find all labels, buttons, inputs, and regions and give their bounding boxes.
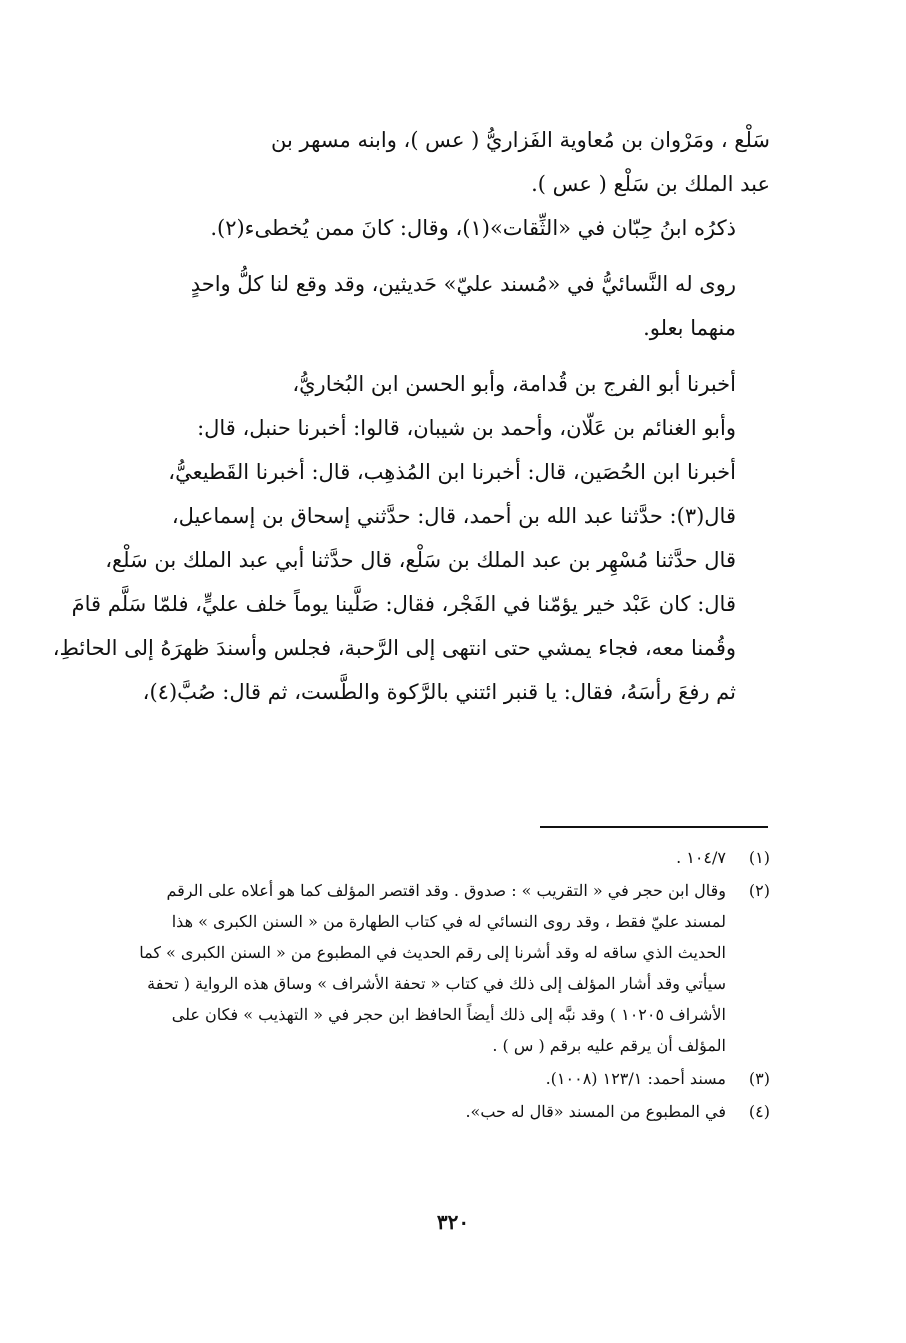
footnotes — [66, 842, 770, 1127]
footnote-line: المؤلف أن يرقم عليه برقم ( س ) . — [492, 1036, 726, 1055]
footnote-number: (٤) — [748, 1102, 770, 1121]
text-line: منهما بعلو. — [643, 316, 736, 340]
footnote-line: سيأتي وقد أشار المؤلف إلى ذلك في كتاب « تحفة الأشراف » وساق هذه الرواية ( تحفة — [147, 974, 726, 993]
text-line: وقُمنا معه، فجاء يمشي حتى انتهى إلى الرَّحبة، فجلس وأسندَ ظهرَهُ إلى الحائطِ، — [52, 636, 736, 660]
text-line: ثم رفعَ رأسَهُ، فقال: يا قنبر ائتني بالرَّكوة والطَّست، ثم قال: صُبَّ(٤)، — [142, 680, 736, 704]
footnote-line: وقال ابن حجر في « التقريب » : صدوق . وقد اقتصر المؤلف كما هو أعلاه على الرقم — [166, 881, 726, 900]
footnote-2 — [66, 875, 770, 1061]
page-number: ٣٢٠ — [436, 1210, 470, 1234]
footnote-separator — [540, 826, 768, 828]
text-line: أخبرنا أبو الفرج بن قُدامة، وأبو الحسن ابن البُخاريُّ، — [292, 372, 736, 396]
paragraph-nasai — [70, 262, 770, 350]
main-text — [52, 118, 770, 714]
text-line: روى له النَّسائيُّ في «مُسند عليّ» حَديثين، وقد وقع لنا كلُّ واحدٍ — [190, 272, 736, 296]
footnote-number: (٢) — [748, 881, 770, 900]
footnote-line: لمسند عليّ فقط ، وقد روى النسائي له في كتاب الطهارة من « السنن الكبرى » هذا — [171, 912, 726, 931]
text-line: قال(٣): حدَّثنا عبد الله بن أحمد، قال: حدَّثني إسحاق بن إسماعيل، — [171, 504, 736, 528]
footnote-number: (٣) — [748, 1069, 770, 1088]
footnote-text — [66, 842, 726, 873]
footnote-text — [66, 875, 726, 1061]
footnote-text — [66, 1063, 726, 1094]
footnote-4 — [66, 1096, 770, 1127]
text-line: أخبرنا ابن الحُصَين، قال: أخبرنا ابن المُذهِب، قال: أخبرنا القَطيعيُّ، — [168, 460, 736, 484]
footnote-number: (١) — [748, 848, 770, 867]
footnote-line: الأشراف ١٠٢٠٥ ) وقد نبَّه إلى ذلك أيضاً الحافظ ابن حجر في « التهذيب » فكان على — [171, 1005, 726, 1024]
text-line: سَلْع ، ومَرْوان بن مُعاوية الفَزاريُّ ( عس )، وابنه مسهر بن — [271, 128, 770, 152]
footnote-line: مسند أحمد: ١٢٣/١ (١٠٠٨). — [545, 1069, 726, 1088]
paragraph-narrators — [70, 118, 770, 206]
text-line: قال حدَّثنا مُسْهِر بن عبد الملك بن سَلْع، قال حدَّثنا أبي عبد الملك بن سَلْع، — [105, 548, 736, 572]
text-line: وأبو الغنائم بن عَلّان، وأحمد بن شيبان، قالوا: أخبرنا حنبل، قال: — [197, 416, 736, 440]
paragraph-isnad — [52, 362, 770, 714]
text-line: ذكرُه ابنُ حِبّان في «الثِّقات»(١)، وقال: كانَ ممن يُخطىء(٢). — [210, 216, 736, 240]
text-line: قال: كان عَبْد خير يؤمّنا في الفَجْر، فقال: صَلَّينا يوماً خلف عليٍّ، فلمّا سَلَّم قامَ — [71, 592, 736, 616]
footnote-text — [66, 1096, 726, 1127]
footnote-3 — [66, 1063, 770, 1094]
paragraph-ibn-hibban — [70, 206, 770, 250]
footnote-1 — [66, 842, 770, 873]
footnote-line: الحديث الذي ساقه له وقد أشرنا إلى رقم الحديث في المطبوع من « السنن الكبرى » كما — [139, 943, 726, 962]
text-line: عبد الملك بن سَلْع ( عس ). — [531, 172, 770, 196]
footnote-line: في المطبوع من المسند «قال له حب». — [465, 1102, 726, 1121]
footnote-line: ١٠٤/٧ . — [676, 848, 726, 867]
